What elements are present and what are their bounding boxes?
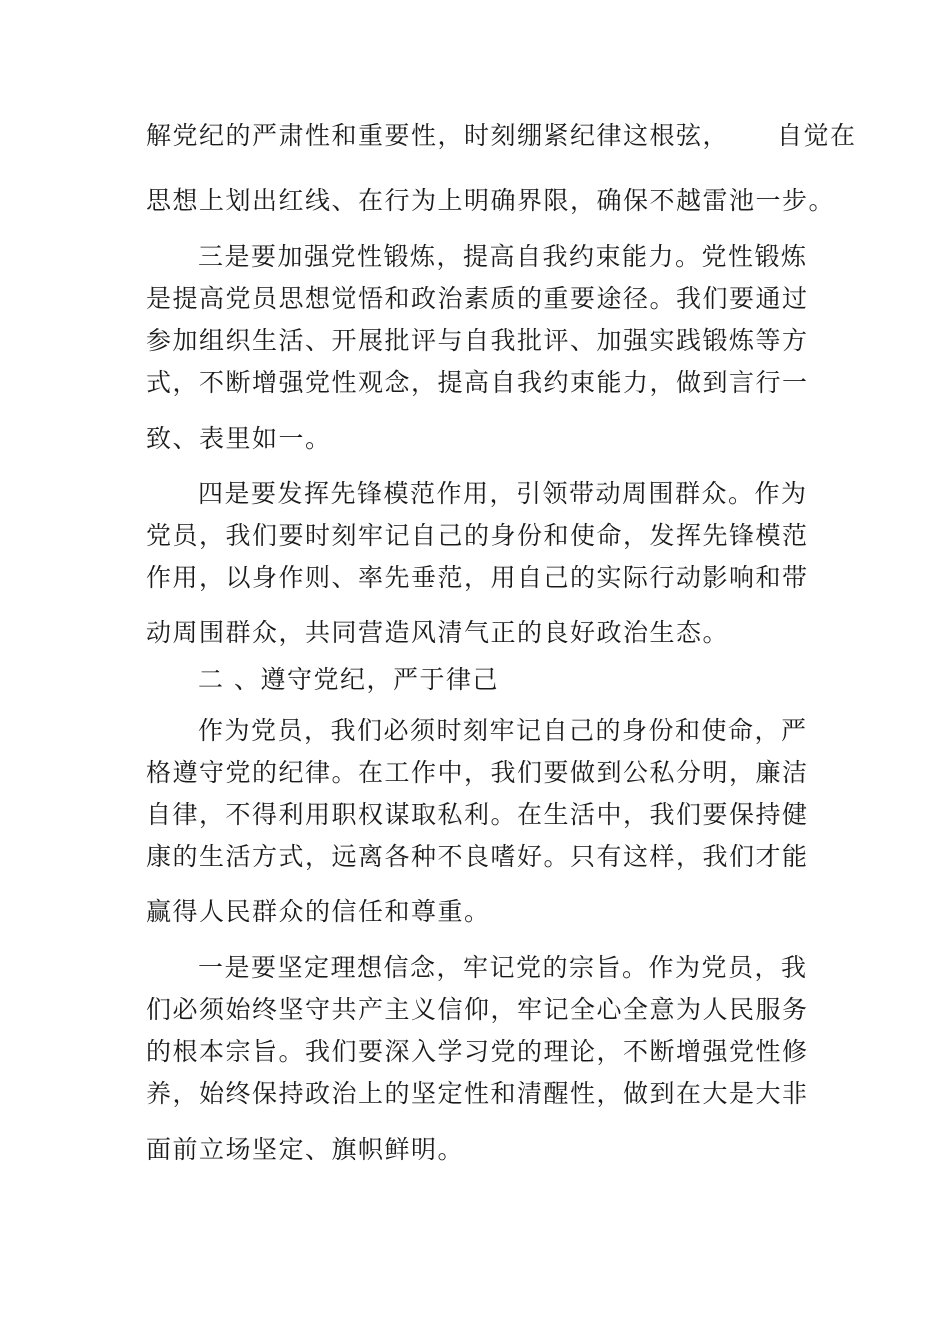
- text-line-21: 养，始终保持政治上的坚定性和清醒性，做到在大是大非: [146, 1079, 809, 1108]
- text-line-10: 作用，以身作则、率先垂范，用自己的实际行动影响和带: [146, 563, 809, 592]
- text-line-9: 党员，我们要时刻牢记自己的身份和使命，发挥先锋模范: [146, 521, 809, 550]
- text-line-16: 康的生活方式，远离各种不良嗜好。只有这样，我们才能: [146, 842, 809, 871]
- text-line-17: 赢得人民群众的信任和尊重。: [146, 897, 491, 926]
- text-line-8: 四是要发挥先锋模范作用，引领带动周围群众。作为: [198, 479, 808, 508]
- text-line-5: 参加组织生活、开展批评与自我批评、加强实践锻炼等方: [146, 326, 809, 355]
- text-line-20: 的根本宗旨。我们要深入学习党的理论，不断增强党性修: [146, 1037, 809, 1066]
- text-line-4: 是提高党员思想觉悟和政治素质的重要途径。我们要通过: [146, 284, 809, 313]
- text-line-1b: 自觉在: [777, 121, 857, 150]
- text-line-14: 格遵守党的纪律。在工作中，我们要做到公私分明，廉洁: [146, 758, 809, 787]
- text-line-2: 思想上划出红线、在行为上明确界限，确保不越雷池一步。: [146, 186, 836, 215]
- text-line-7: 致、表里如一。: [146, 424, 332, 453]
- text-line-6: 式，不断增强党性观念，提高自我约束能力，做到言行一: [146, 368, 809, 397]
- section-heading: 二 、遵守党纪，严于律己: [198, 665, 499, 694]
- text-line-3: 三是要加强党性锻炼，提高自我约束能力。党性锻炼: [198, 242, 808, 271]
- text-line-22: 面前立场坚定、旗帜鲜明。: [146, 1135, 465, 1164]
- text-line-11: 动周围群众，共同营造风清气正的良好政治生态。: [146, 618, 730, 647]
- text-line-1a: 解党纪的严肃性和重要性，时刻绷紧纪律这根弦，: [146, 121, 730, 150]
- text-line-1: [146, 121, 857, 151]
- text-line-15: 自律，不得利用职权谋取私利。在生活中，我们要保持健: [146, 800, 809, 829]
- text-line-18: 一是要坚定理想信念，牢记党的宗旨。作为党员，我: [198, 953, 808, 982]
- text-line-13: 作为党员，我们必须时刻牢记自己的身份和使命，严: [198, 716, 808, 745]
- text-line-19: 们必须始终坚守共产主义信仰，牢记全心全意为人民服务: [146, 995, 809, 1024]
